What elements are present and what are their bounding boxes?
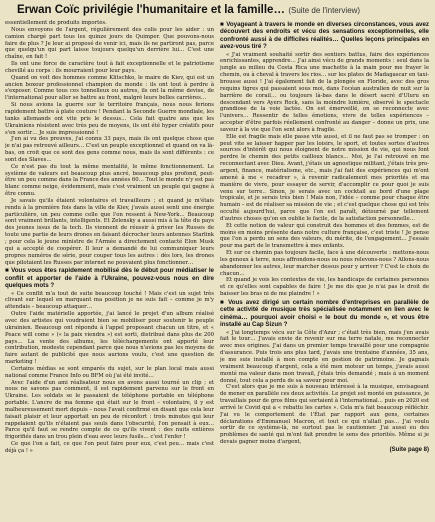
paragraph: J'en ai vu des preuves, j'ai connu 33 pays, mais ils ont quelque chose que je n'ai pas retrouvé ailleurs… C'est un peuple exceptionnel et quand on va là-bas, on croit que ce sont des gens comme nous, mais ils sont différents : ce sont des Slaves…: [5, 136, 214, 163]
paragraph: Nous envoyons de l'argent, régulièrement des colis pour les aider : un camion chargé part tous les quinze jours de Quimper. Que pouvons-nous faire de plus ? Je leur ai proposé de venir ici, mais ils ne partiront pas, parce que quelqu'un qui part laisse toujours quelqu'un derrière lui… C'est une chaîne, en fait !: [5, 26, 214, 61]
continued-page-note: (Suite page 8): [389, 446, 429, 453]
interview-question: ■ Vous vous êtes rapidement mobilisé dès le début pour médiatiser le conflit et apporter de l'aide à l'Ukraine, pouvez-vous nous en dire quelques mots ?: [5, 267, 214, 290]
paragraph: Si nous avions la guerre sur le territoire français, nous nous ferions rapidement battre à plate couture ! Pendant la Seconde Guerre mondiale, les tanks allemands ont vite pris le dessus… Cela fait quatre ans que les Ukrainiens résistent avec très peu de moyens, ils ont été hyper créatifs pour s'en sortir… Je suis impressionné !: [5, 102, 214, 136]
paragraph: Ils ont une force de caractère tout à fait exceptionnelle et le patriotisme chevillé au corps : ils mourraient pour leur pays.: [5, 61, 214, 74]
paragraph: Et quand je vois les contextes de vie, les handicaps de certaines personnes et ce qu'elles sont capables de faire ! Je me dis que je n'ai pas le droit de baisser les bras ni de me plaindre ! »: [220, 277, 429, 298]
paragraph: « J'ai vraiment souhaité sortir des sentiers battus, faire des expériences enrichissantes, apprendre… J'ai ainsi vécu de grands moments : seul dans la jungle au milieu du Costa Rica une machette à la main pour me frayer le chemin, ou à cheval à travers les rios… sur les plates de Madagascar en taxi-brousse aussi ! J'ai également fait de la plongée en Floride, avec des gros requins tigres qui passaient sous moi, dans l'océan australien de nuit sur la barrière de corail… ou toujours là-bas dans le désert sacré d'Uluru en descendant vers Ayers Rock, sans la moindre lumière, observé le spectacle grandiose de la voie lactée. On est émerveillé, on se reconnecte avec l'univers… Ressentir de telles émotions, vivre de telles expériences – accepter d'être parfois réellement confronté au danger – donne un prix, une saveur à la vie que l'on sent alors à fragile.: [220, 51, 429, 133]
paragraph: C'est alors que je me suis à nouveau intéressé à la musique, envisageant de mener en parallèle ces deux activités. Le projet est monté en puissance, je travaillais pour de gros films qui sortaient à l'international… puis en 2020 est arrivé le Covid qui a « rebattu les cartes ». Cela m'a fait beaucoup réfléchir. J'ai vu le comportement de l'État par rapport aux gens, certaines déclarations d'Emmanuel Macron, et tout ce qui n'allait pas… J'ai voulu sortir de ce système-là, ne surtout pas le cautionner. J'ai aussi eu des problèmes de santé qui m'ont fait prendre le sens des priorités. Même si je devais gagner moins d'argent,: [220, 384, 429, 446]
article-subtitle: (Suite de l'interview): [288, 6, 361, 15]
paragraph: Ce que l'on a fait, ce que l'on peut faire pour eux, c'est peu… mais c'est déjà ça ! »: [5, 441, 214, 454]
paragraph: Je savais qu'ils étaient volontaires et travailleurs ; et quand je m'étais rendu à la première fois dans la ville de Kiev, j'avais aussi senti une énergie particulière, un peu comme celle que l'on ressent à New-York… Beaucoup sont vraiment brillants, intelligents. Et Zelensky a aussi mis à la tête du pays des jeunes issus de la tech. Ils viennent de réussir à priver les Russes de toute une partie de leurs drones en faisant décrocher leurs antennes Starlink ; pour cela le jeune ministre de l'Armée a directement contacté Elon Musk qui a accepté de coopérer. Il leur a demandé de lui communiquer leurs propres numéros de série, pour couper tous les autres : dès lors, les drones que pilotaient les Russes par internet ne pouvaient plus fonctionner…: [5, 197, 214, 266]
paragraph: Avec l'aide d'un ami réalisateur nous en avons aussi tourné un clip ; et nous ne savons pas comment, il est rapidement parvenu sur le front en Ukraine. Les soldats se le passaient de téléphone portable en téléphone portable. L'ancre de ma femme qui était sur le front – volontaire, il y est malheureusement mort depuis – nous l'avait confirmé en disant que cela leur faisait plaisir et leur apportait un peu de réconfort : trois minutes qui leur rappelaient qu'ils n'étaient pas seuls dans l'obscurité, l'on pensait à eux… Parce qu'il faut se rendre compte de ce qu'ils vivent : des nuits entières frigorifiés dans un trou plein d'eau avec leurs fusils… c'est l'enfer !: [5, 379, 214, 441]
paragraph: Quand on voit des hommes comme Klitschko, le maire de Kiev, qui est un ancien boxeur professionnel champion du monde : ils ont tout à perdre à s'exposer. Comme tous ces tonnelleux ou autres, ils ont la même devise, de l'international pour aller se battre au front, malgré leurs belles carrières…: [5, 74, 214, 102]
paragraph: Et sur ce chemin pas toujours facile, face à une découverte : mettons-nous les genoux à terre, nous affrondons-nous ou nous relevons-nous ? Allons-nous abandonner les autres, leur marcher dessus pour y arriver ? C'est le choix de chacun…: [220, 250, 429, 277]
article-header: [17, 4, 430, 17]
paragraph: Outre l'aide matérielle apportée, j'ai lancé le projet d'un album réalisé avec des artistes qui voudraient bien se mobiliser pour soutenir le peuple ukrainien. Beaucoup ont répondu à l'appel proposant chacun un titre, et « Peace will come » (« la paix viendra ») est sorti, distribué dans plus de 200 pays… La vente des albums, les téléchargements ont apporté leur contribution, modeste cependant parce que nous n'avions pas les moyens de faire autant de publicité que nous aurions voulu, c'est une question de marketing !: [5, 311, 214, 366]
paragraph: Certains médias se sont emparés du sujet, sur le plan local mais aussi national comme France Info ou BFM où j'ai été invité…: [5, 365, 214, 379]
paragraph: essentiellement de produits importés.: [5, 20, 107, 26]
paragraph: « Ce conflit m'a tout de suite beaucoup touché ! Mais c'est un sujet très clivant sur lequel en marquant ma position je ne suis fait – comme je m'y attendais – beaucoup attaquer…: [5, 290, 214, 311]
article-columns: [5, 20, 430, 518]
interview-question: ■ Voyageant à travers le monde en diverses circonstances, vous avez découvert des endroits et vécu des sensations exceptionnelles, elle confronté aussi à de difficiles réalités… Quelles leçons principales en avez-vous tiré ?: [220, 21, 429, 51]
interview-question: ■ Vous avez dirigé un certain nombre d'entreprises en parallèle de cette activité de musique très spécialisée notamment en lien avec le cinéma… pourquoi avoir choisi « le bout du monde », et vous être installé au Cap Sizun ?: [220, 299, 429, 329]
paragraph: Et cette notion de valeur qui construit des hommes et des femmes, est de moins en moins présente dans notre culture française, c'est triste ! Je pense que l'on a perdu un sens des valeurs, du mérite, de l'engagement… J'essaie pour ma part de le transmettre à mes enfants.: [220, 222, 429, 250]
left-column: [5, 20, 214, 518]
paragraph: Elle est fragile mais elle passe vite aussi, et il ne faut pas se tromper : on peut vite se laisser happer par les loisirs, le sport, et toutes sortes d'autres sources d'intérêt qui nous éloignent de notre mission de vie, qui nous font perdre le chemin des petits cailloux blancs… Moi, je l'ai retrouvé en me reconnectant avec Dieu. Avant, j'étais un agnostique militant, j'étais très pro-argent, finance, matérialisme, etc., mais j'ai fait des expériences qui m'ont amené à me « recadrer », à revenir radicalement mes priorités et ma manière de vivre, pour essayer de servir, d'accomplir ce pour quoi je suis venu sur terre.. Sinon, je serais avec un cocktail au bord d'une plage tropicale, et je serais très bien ! Mais non, l'idée – comme pour chaque être humain – est de réaliser sa mission de vie ; et c'est quelque chose qui est très occulté aujourd'hui, parce que l'on est paraît, détourné par tellement d'autres choses qu'on en oublie le facile, de la satisfaction personnelle…: [220, 133, 429, 222]
article-title: Erwan Coïc privilégie l'humanitaire et la famille…: [17, 4, 285, 16]
paragraph: Ce n'est pas du tout la même mentalité, le même fonctionnement. Le système de valeurs est beaucoup plus ancré, beaucoup plus profond, peut-être un peu comme dans la France des années 60… Tout le monde n'y est pas blanc comme neige, évidemment, mais c'est vraiment un peuple qui gagne à être connu.: [5, 163, 214, 198]
right-column: [220, 20, 429, 518]
paragraph: « J'ai longtemps vécu sur la Côte d'Azur ; c'était très bien, mais j'en avais fait le tour… J'avais envie de revenir sur ma terre natale, me reconnecter avec mes origines. J'ai dans un premier temps travaillé pour une compagnie d'assurance. Puis trois ans plus tard, j'avais une trentaine d'années, 35 ans, je me suis installé à mon compte en gestion de patrimoine. Je gagnais vraiment beaucoup d'argent, cela a été mon moteur un temps, j'avais aussi monté ma valeur dans mon travail, j'étais très demandé ; mais à un moment donné, tout cela a perdu de sa saveur pour moi.: [220, 329, 429, 384]
